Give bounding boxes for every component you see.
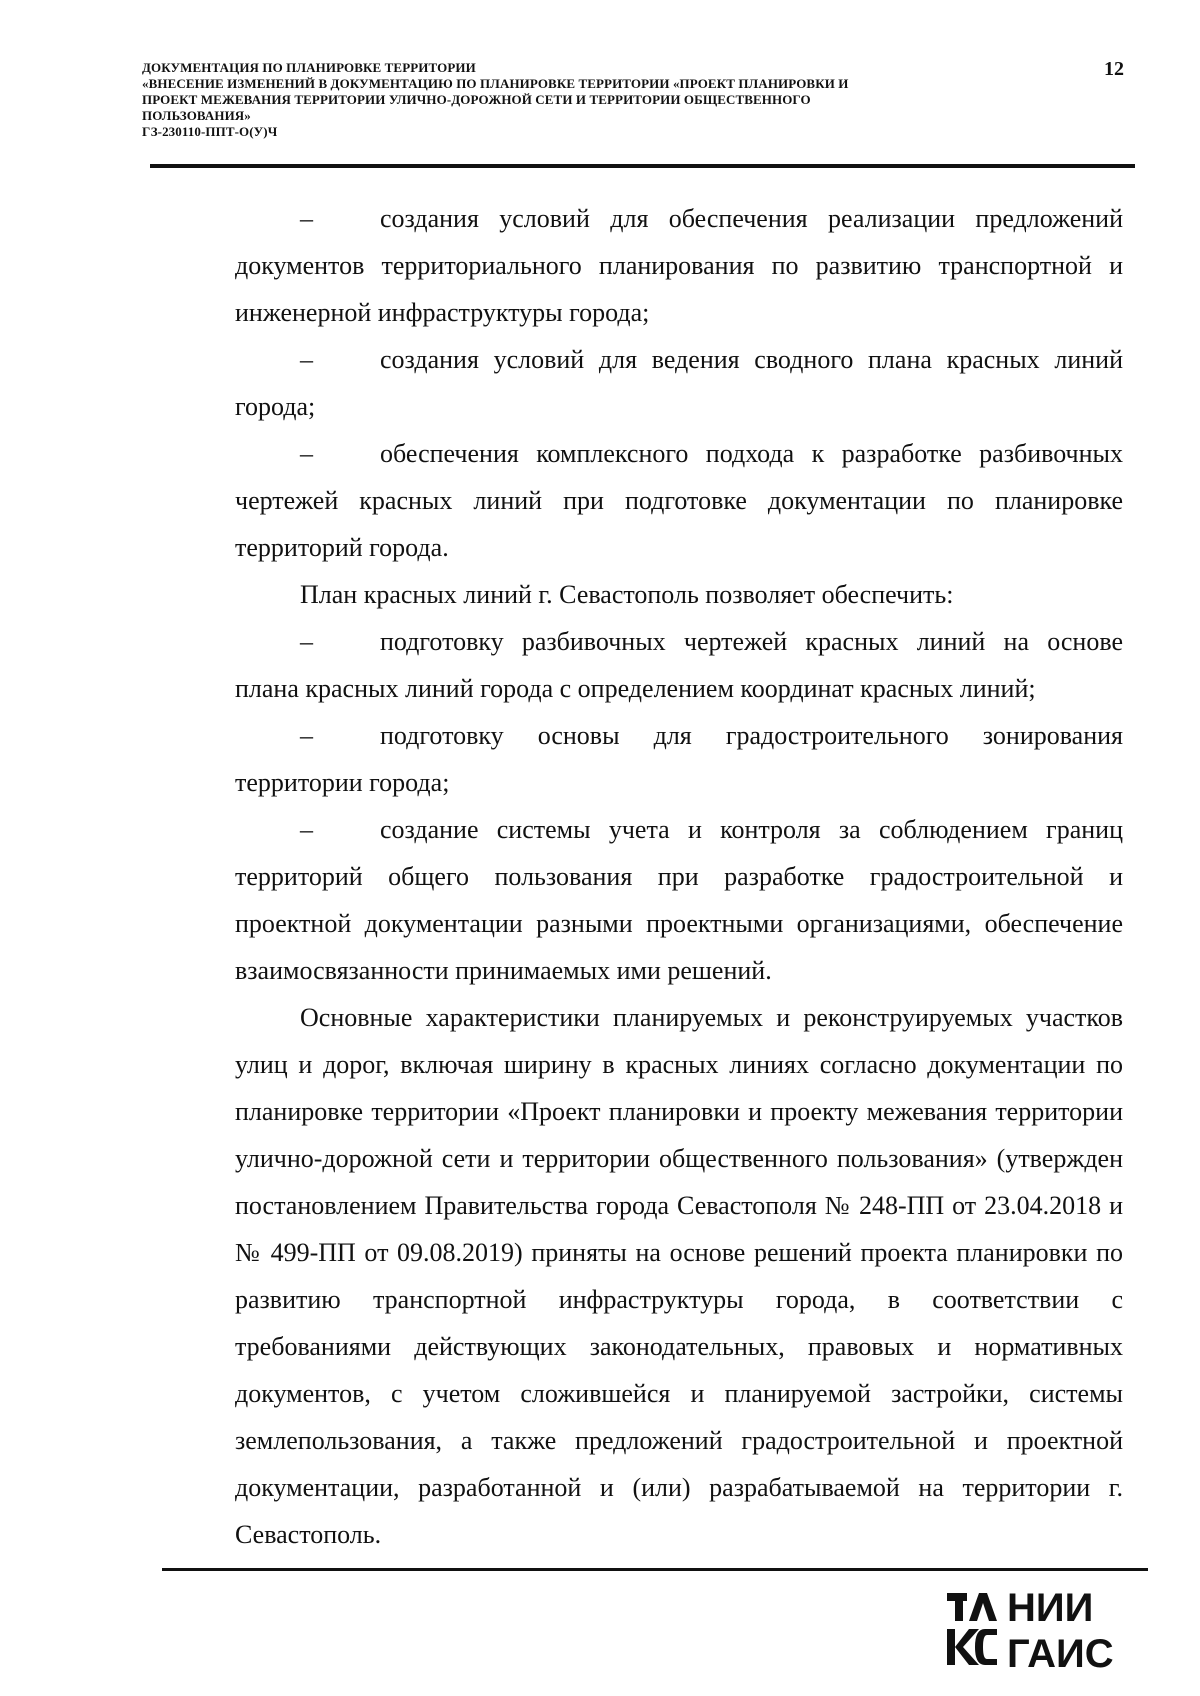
header-line-1: ДОКУМЕНТАЦИЯ ПО ПЛАНИРОВКЕ ТЕРРИТОРИИ [142, 60, 476, 75]
page-number: 12 [1104, 58, 1124, 80]
logo-text-line-1: НИИ [1007, 1586, 1094, 1630]
dash-marker: – [300, 439, 313, 468]
document-body [235, 195, 1123, 1558]
list-item [235, 430, 1123, 571]
list-item [235, 195, 1123, 336]
paragraph: Основные характеристики планируемых и реконструируемых участков улиц и дорог, включая ширину в красных линиях согласно документации по планировке территории «Проект планировки и проекту межевания территории улично-дорожной сети и территории общественного пользования» (утвержден постановлением Правительства города Севастополя № 248-ПП от 23.04.2018 и № 499-ПП от 09.08.2019) приняты на основе решений проекта планировки по развитию транспортной инфраструктуры города, в соответствии с требованиями действующих законодательных, правовых и нормативных документов, с учетом сложившейся и планируемой застройки, системы землепользования, а также предложений градостроительной и проектной документации, разработанной и (или) разрабатываемой на территории г. Севастополь. [235, 1003, 1123, 1549]
list-item [235, 618, 1123, 712]
header-line-2: «ВНЕСЕНИЕ ИЗМЕНЕНИЙ В ДОКУМЕНТАЦИЮ ПО ПЛАНИРОВКЕ ТЕРРИТОРИИ «ПРОЕКТ ПЛАНИРОВКИ И [142, 76, 849, 91]
header-line-4: ПОЛЬЗОВАНИЯ» [142, 108, 251, 123]
header-divider [150, 164, 1135, 168]
list-item-text: подготовку разбивочных чертежей красных линий на основе плана красных линий города с определением координат красных линий; [235, 627, 1123, 703]
document-code: ГЗ-230110-ППТ-О(У)Ч [142, 124, 278, 139]
dash-marker: – [300, 815, 313, 844]
list-item [235, 336, 1123, 430]
list-item [235, 712, 1123, 806]
list-item [235, 806, 1123, 994]
dash-marker: – [300, 721, 313, 750]
dash-marker: – [300, 627, 313, 656]
header-line-3: ПРОЕКТ МЕЖЕВАНИЯ ТЕРРИТОРИИ УЛИЧНО-ДОРОЖНОЙ СЕТИ И ТЕРРИТОРИИ ОБЩЕСТВЕННОГО [142, 92, 811, 107]
nii-gais-logo [945, 1585, 1135, 1675]
logo-emblem-icon [947, 1593, 997, 1665]
paragraph: План красных линий г. Севастополь позволяет обеспечить: [300, 580, 954, 609]
document-header [142, 60, 1042, 140]
footer-divider [162, 1568, 1148, 1571]
list-item-text: создание системы учета и контроля за соблюдением границ территорий общего пользования при разработке градостроительной и проектной документации разными проектными организациями, обеспечение взаимосвязанности принимаемых ими решений. [235, 815, 1123, 985]
list-item-text: обеспечения комплексного подхода к разработке разбивочных чертежей красных линий при подготовке документации по планировке территорий города. [235, 439, 1123, 562]
list-item-text: создания условий для ведения сводного плана красных линий города; [235, 345, 1123, 421]
list-item-text: подготовку основы для градостроительного зонирования территории города; [235, 721, 1123, 797]
dash-marker: – [300, 345, 313, 374]
logo-text-line-2: ГАИС [1007, 1632, 1114, 1675]
list-item-text: создания условий для обеспечения реализации предложений документов территориального планирования по развитию транспортной и инженерной инфраструктуры города; [235, 204, 1123, 327]
dash-marker: – [300, 204, 313, 233]
